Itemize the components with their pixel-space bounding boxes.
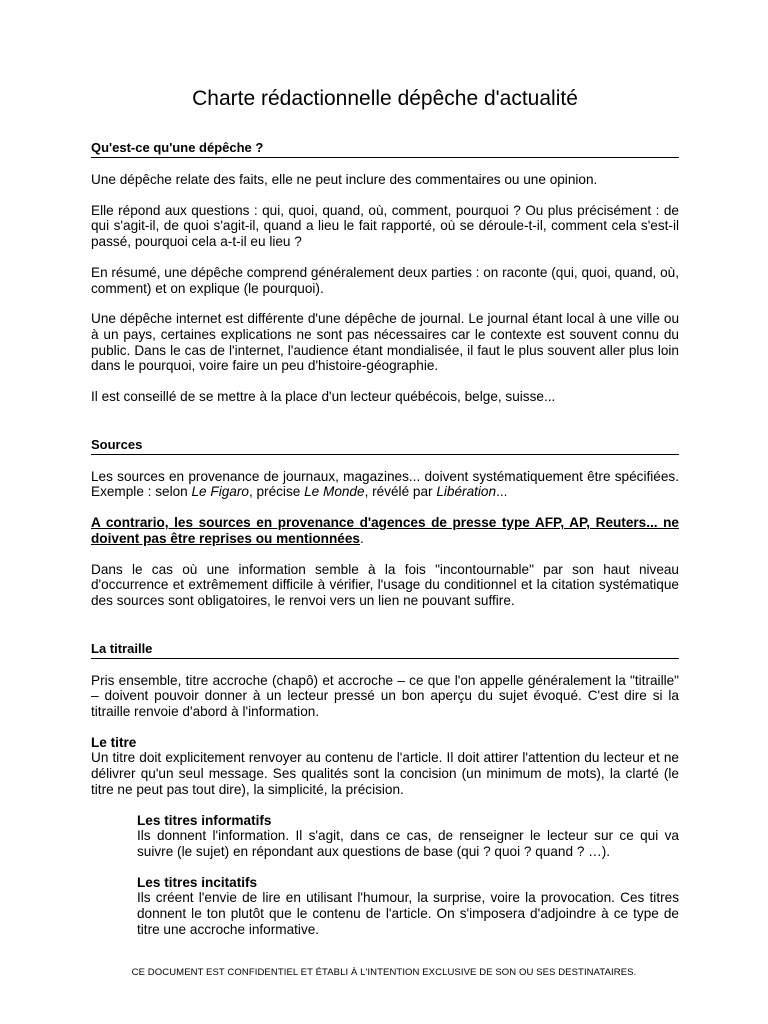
subheading-le-titre: Le titre <box>91 734 137 750</box>
confidentiality-footer: CE DOCUMENT EST CONFIDENTIEL ET ÉTABLI À L'INTENTION EXCLUSIVE DE SON OU SES DESTINATAIRES. <box>131 967 637 978</box>
paragraph: Dans le cas où une information semble à la fois "incontournable" par son haut niveau d'occurrence et extrêmement difficile à vérifier, l'usage du conditionnel et la citation systématique des sources sont obligatoires, le renvoi vers un lien ne pouvant suffire. <box>91 561 679 608</box>
newspaper-name: Le Figaro <box>191 484 249 500</box>
section-heading-sources: Sources <box>91 436 679 455</box>
newspaper-name: Le Monde <box>304 484 365 500</box>
paragraph-sources-examples: Les sources en provenance de journaux, magazines... doivent systématiquement être spécifiées. Exemple : selon Le Figaro, précise Le Monde, révélé par Libération... <box>91 468 679 500</box>
indented-block-incitatifs <box>137 875 679 938</box>
agency-warning: A contrario, les sources en provenance d'agences de presse type AFP, AP, Reuters... ne doivent pas être reprises ou mentionnées <box>91 515 679 546</box>
newspaper-name: Libération <box>436 484 497 500</box>
page-title: Charte rédactionnelle dépêche d'actualité <box>192 87 578 110</box>
indented-block-informatifs <box>137 813 679 860</box>
section-heading-titraille: La titraille <box>91 640 679 659</box>
paragraph: En résumé, une dépêche comprend généralement deux parties : on raconte (qui, quoi, quand, où, comment) et on explique (le pourquoi). <box>91 264 679 296</box>
paragraph: Une dépêche internet est différente d'une dépêche de journal. Le journal étant local à une ville ou à un pays, certaines explications ne sont pas nécessaires car le contexte est souvent connu du public. Dans le cas de l'internet, l'audience étant mondialisée, il faut le plus souvent aller plus loin dans le pourquoi, voire faire un peu d'histoire-géographie. <box>91 311 679 374</box>
paragraph: Il est conseillé de se mettre à la place d'un lecteur québécois, belge, suisse... <box>91 389 556 405</box>
paragraph: Une dépêche relate des faits, elle ne peut inclure des commentaires ou une opinion. <box>91 172 598 187</box>
subheading-titres-informatifs: Les titres informatifs <box>137 812 272 828</box>
document-body <box>91 139 679 938</box>
paragraph: Un titre doit explicitement renvoyer au contenu de l'article. Il doit attirer l'attention du lecteur et ne délivrer qu'un seul message. Ses qualités sont la concision (un minimum de mots), la clarté (le titre ne peut pas tout dire), la simplicité, la précision. <box>91 750 679 797</box>
paragraph: Ils créent l'envie de lire en utilisant l'humour, la surprise, voire la provocation. Ces titres donnent le ton plutôt que le contenu de l'article. On s'imposera d'adjoindre à ce type de titre une accroche informative. <box>137 890 679 937</box>
paragraph: Ils donnent l'information. Il s'agit, dans ce cas, de renseigner le lecteur sur ce qui va suivre (le sujet) en répondant aux questions de base (qui ? quoi ? quand ? …). <box>137 828 679 859</box>
paragraph: Pris ensemble, titre accroche (chapô) et accroche – ce que l'on appelle généralement la "titraille" – doivent pouvoir donner à un lecteur pressé un bon aperçu du sujet évoqué. C'est dire si la titraille renvoie d'abord à l'information. <box>91 672 679 720</box>
subheading-titres-incitatifs: Les titres incitatifs <box>137 874 258 890</box>
paragraph-warning: A contrario, les sources en provenance d'agences de presse type AFP, AP, Reuters... ne doivent pas être reprises ou mentionnées. <box>91 515 679 546</box>
paragraph: Elle répond aux questions : qui, quoi, quand, où, comment, pourquoi ? Ou plus précisément : de qui s'agit-il, de quoi s'agit-il, quand a lieu le fait rapporté, où se déroule-t-il, comment cela s'est-il passé, pourquoi cela a-t-il eu lieu ? <box>91 202 679 250</box>
section-heading-depeche: Qu'est-ce qu'une dépêche ? <box>91 139 679 158</box>
